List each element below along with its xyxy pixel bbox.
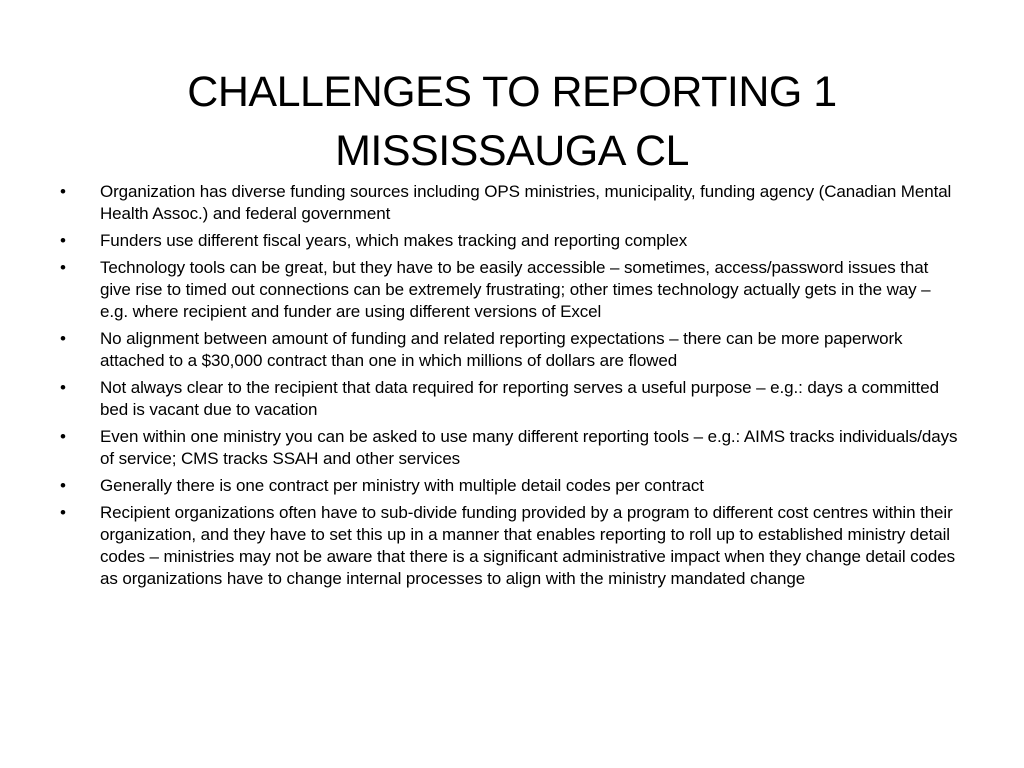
bullet-text-2: Funders use different fiscal years, which makes tracking and reporting complex [100,231,688,250]
bullet-item-8 [60,502,960,590]
bullet-point-icon: • [60,427,66,446]
slide-title [60,63,964,181]
bullet-point-icon: • [60,476,66,495]
bullet-list [60,181,960,595]
bullet-item-5 [60,377,960,421]
bullet-point-icon: • [60,503,66,522]
bullet-text-8: Recipient organizations often have to sub-divide funding provided by a program to different cost centres within their organization, and they have to set this up in a manner that enables reporting to roll up to established ministry detail codes – ministries may not be aware that there is a significant administrative impact when they change detail codes as organizations have to change internal processes to align with the ministry mandated change [100,503,956,588]
bullet-item-4 [60,328,960,372]
bullet-item-6 [60,426,960,470]
bullet-point-icon: • [60,258,66,277]
bullet-text-1: Organization has diverse funding sources including OPS ministries, municipality, funding agency (Canadian Mental Health Assoc.) and federal government [100,182,952,223]
bullet-text-5: Not always clear to the recipient that data required for reporting serves a useful purpose – e.g.: days a committed bed is vacant due to vacation [100,378,939,419]
bullet-point-icon: • [60,329,66,348]
slide-title-line-2: MISSISSAUGA CL [335,126,689,175]
bullet-point-icon: • [60,182,66,201]
bullet-text-6: Even within one ministry you can be asked to use many different reporting tools – e.g.: AIMS tracks individuals/days of service; CMS tracks SSAH and other services [100,427,958,468]
bullet-point-icon: • [60,231,66,250]
slide-title-line-1: CHALLENGES TO REPORTING 1 [187,67,837,116]
bullet-item-7 [60,475,960,497]
bullet-point-icon: • [60,378,66,397]
bullet-text-4: No alignment between amount of funding and related reporting expectations – there can be more paperwork attached to a $30,000 contract than one in which millions of dollars are flowed [100,329,903,370]
bullet-text-3: Technology tools can be great, but they have to be easily accessible – sometimes, access/password issues that give rise to timed out connections can be extremely frustrating; other times technology actually gets in the way – e.g. where recipient and funder are using different versions of Excel [100,258,931,321]
bullet-item-3 [60,257,960,323]
bullet-text-7: Generally there is one contract per ministry with multiple detail codes per contract [100,476,704,495]
bullet-item-1 [60,181,960,225]
bullet-item-2 [60,230,960,252]
